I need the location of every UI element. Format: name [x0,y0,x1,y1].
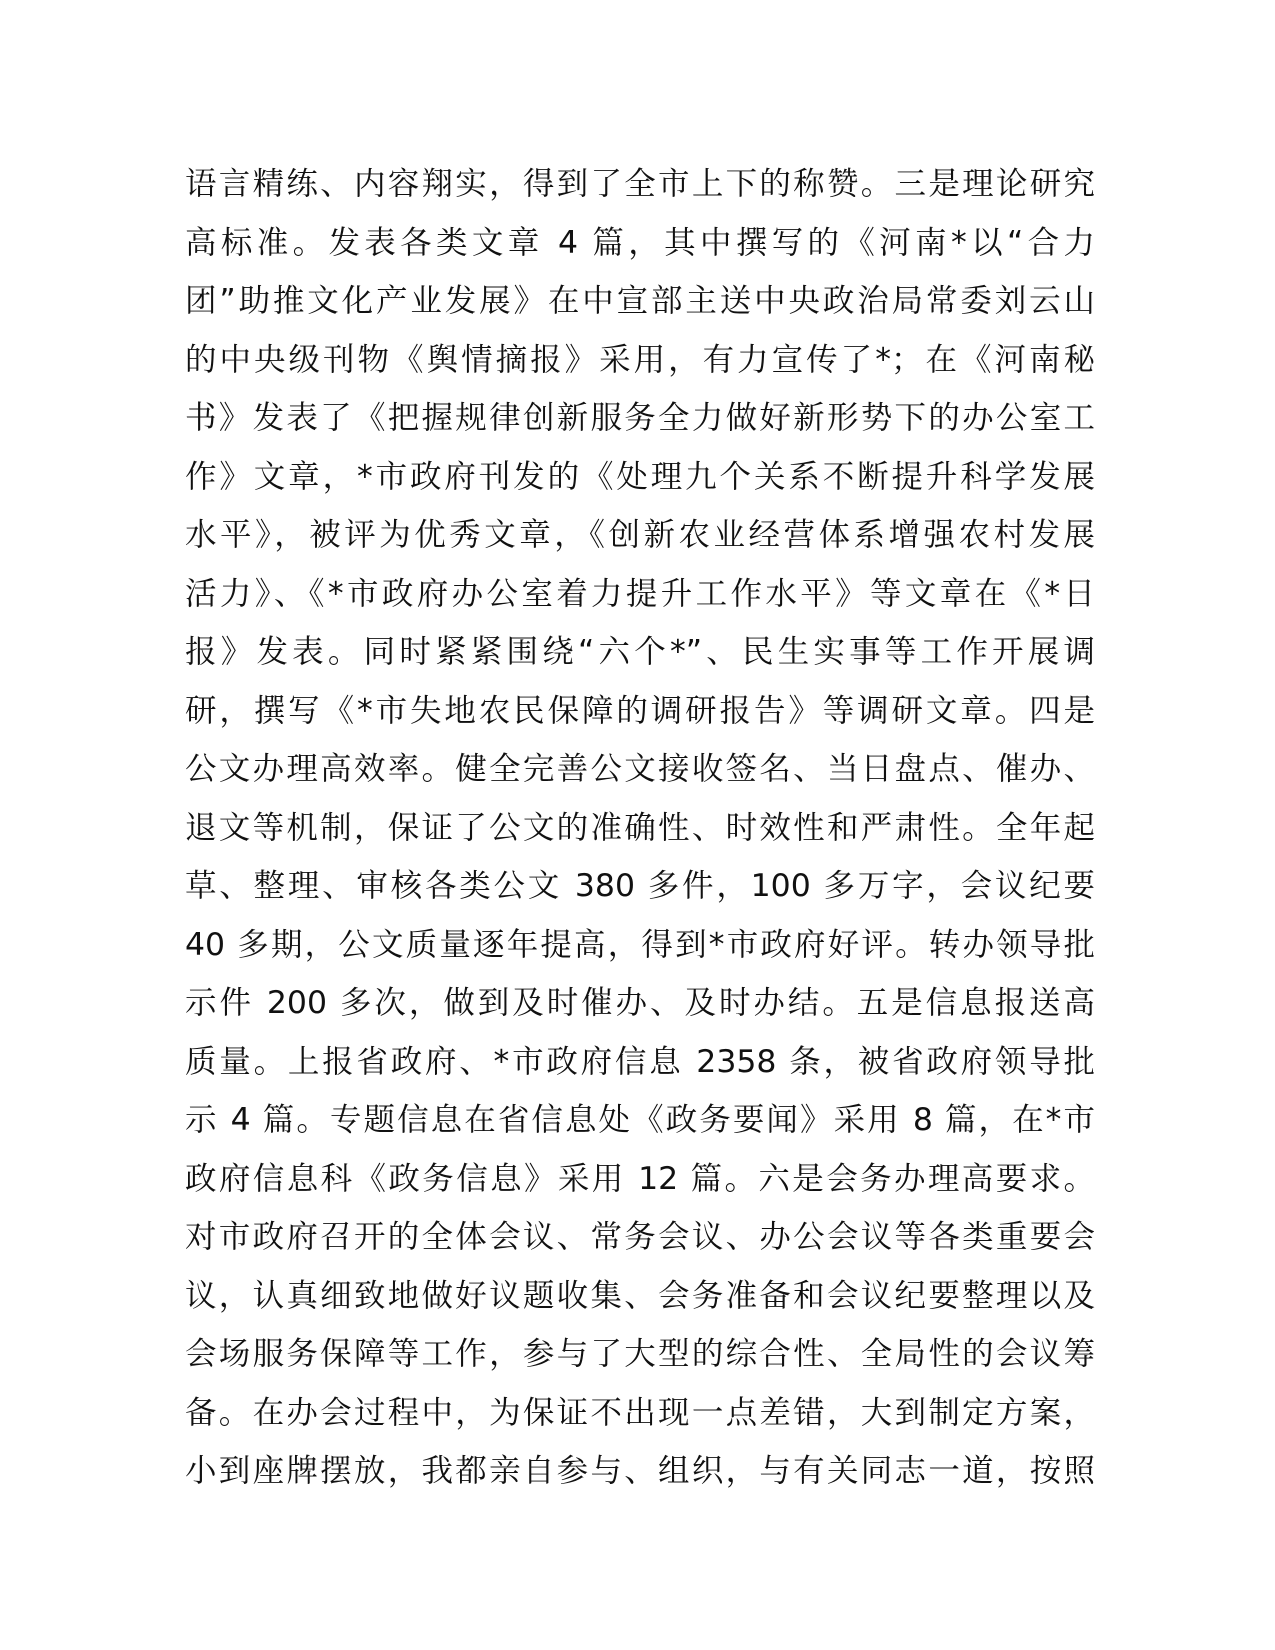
text-line: 公文办理高效率。健全完善公文接收签名、当日盘点、催办、 [185,751,1095,787]
text-line: 报》发表。同时紧紧围绕“六个*”、民生实事等工作开展调 [185,634,1095,670]
text-line: 团”助推文化产业发展》在中宣部主送中央政治局常委刘云山 [185,283,1095,319]
text-line: 书》发表了《把握规律创新服务全力做好新形势下的办公室工 [185,400,1095,436]
text-line: 备。在办会过程中，为保证不出现一点差错，大到制定方案， [185,1394,1095,1431]
text-line: 水平》，被评为优秀文章，《创新农业经营体系增强农村发展 [185,517,1095,553]
text-line: 研，撰写《*市失地农民保障的调研报告》等调研文章。四是 [185,692,1095,729]
text-line: 退文等机制，保证了公文的准确性、时效性和严肃性。全年起 [185,809,1095,846]
text-line: 作》文章，*市政府刊发的《处理九个关系不断提升科学发展 [185,458,1095,495]
text-line: 质量。上报省政府、*市政府信息 2358 条，被省政府领导批 [185,1043,1095,1080]
text-line: 政府信息科《政务信息》采用 12 篇。六是会务办理高要求。 [185,1160,1095,1197]
body-text [185,155,1095,1501]
text-line: 示 4 篇。专题信息在省信息处《政务要闻》采用 8 篇，在*市 [185,1102,1095,1138]
text-line: 40 多期，公文质量逐年提高，得到*市政府好评。转办领导批 [185,926,1095,963]
text-line: 语言精练、内容翔实，得到了全市上下的称赞。三是理论研究 [185,166,1095,202]
text-line: 高标准。发表各类文章 4 篇，其中撰写的《河南*以“合力 [185,224,1095,261]
text-line: 议，认真细致地做好议题收集、会务准备和会议纪要整理以及 [185,1277,1095,1314]
text-line: 活力》、《*市政府办公室着力提升工作水平》等文章在《*日 [185,575,1095,612]
text-line: 对市政府召开的全体会议、常务会议、办公会议等各类重要会 [185,1219,1095,1255]
text-line: 草、整理、审核各类公文 380 多件，100 多万字，会议纪要 [185,868,1095,904]
text-line: 示件 200 多次，做到及时催办、及时办结。五是信息报送高 [185,985,1095,1021]
text-line: 小到座牌摆放，我都亲自参与、组织，与有关同志一道，按照 [185,1453,1095,1489]
text-line: 的中央级刊物《舆情摘报》采用，有力宣传了*；在《河南秘 [185,341,1095,378]
text-line: 会场服务保障等工作，参与了大型的综合性、全局性的会议筹 [185,1336,1095,1372]
